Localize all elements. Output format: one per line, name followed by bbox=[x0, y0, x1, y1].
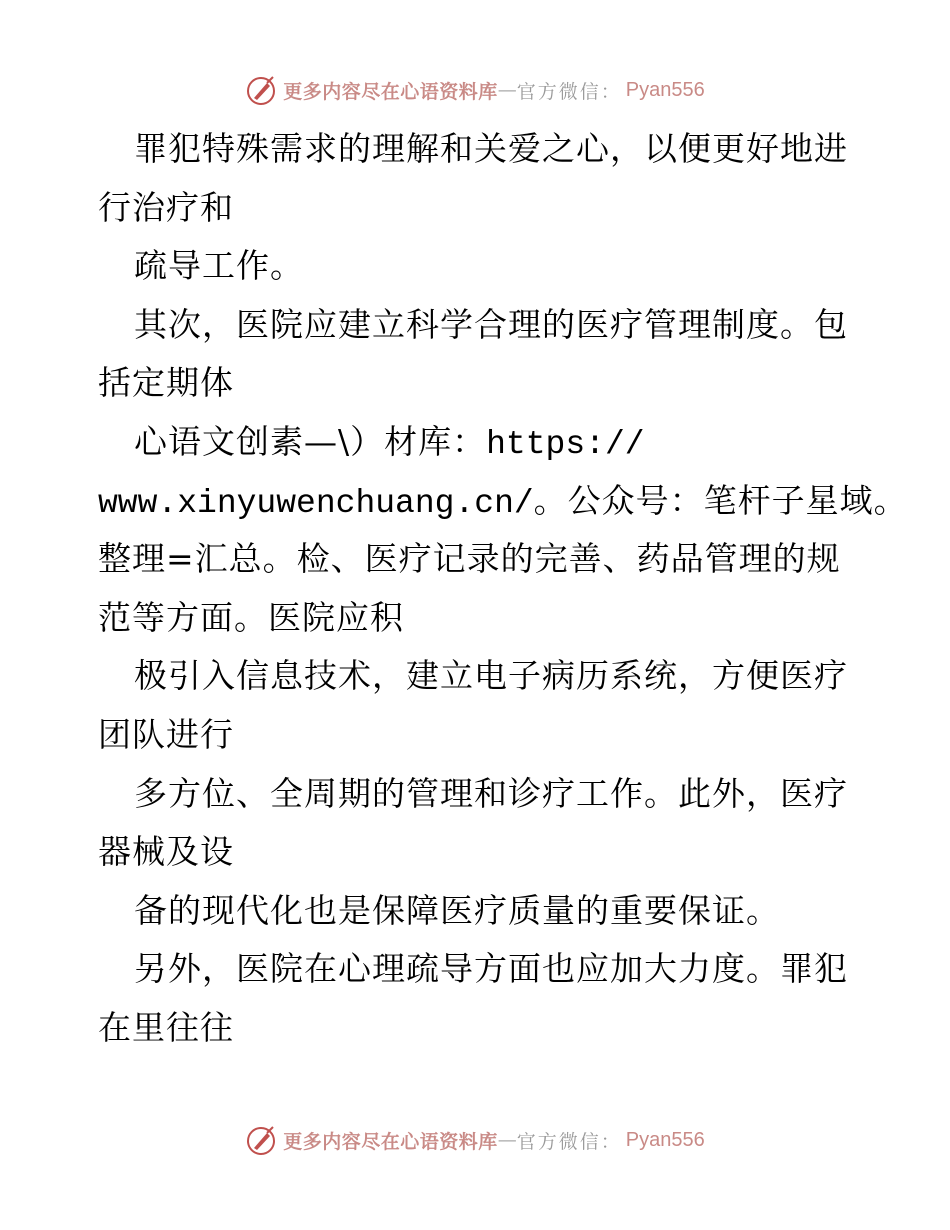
quill-logo-icon bbox=[245, 1124, 277, 1156]
text-line: 括定期体 bbox=[98, 363, 234, 403]
text-line: 极引入信息技术，建立电子病历系统，方便医疗 bbox=[134, 656, 848, 696]
text-line: 行治疗和 bbox=[98, 187, 234, 227]
text-line: 器械及设 bbox=[98, 832, 234, 872]
footer-banner bbox=[0, 1120, 950, 1160]
footer-banner-wechat-id: Pyan556 bbox=[625, 1128, 705, 1151]
footer-banner-separator: — bbox=[497, 1129, 517, 1151]
text-line: 备的现代化也是保障医疗质量的重要保证。 bbox=[134, 890, 780, 930]
url-prefix: https:// bbox=[486, 425, 645, 463]
body-text bbox=[98, 120, 908, 1058]
text-line: 疏导工作。 bbox=[134, 246, 304, 286]
text-line-segment: 。公众号：笔杆子星域。 bbox=[533, 480, 908, 520]
header-banner-wechat-label: 官方微信： bbox=[516, 80, 622, 103]
text-line bbox=[98, 413, 878, 472]
text-line bbox=[98, 472, 908, 531]
text-line: 多方位、全周期的管理和诊疗工作。此外，医疗 bbox=[134, 773, 848, 813]
footer-banner-wechat-label: 官方微信： bbox=[516, 1130, 622, 1153]
text-line-segment: 心语文创素—\）材库： bbox=[134, 421, 487, 461]
header-banner-text: 更多内容尽在心语资料库 bbox=[283, 80, 498, 103]
text-line: 整理=汇总。检、医疗记录的完善、药品管理的规 bbox=[98, 539, 841, 579]
text-line: 在里往往 bbox=[98, 1007, 234, 1047]
text-line: 另外，医院在心理疏导方面也应加大力度。罪犯 bbox=[134, 949, 848, 989]
text-line: 其次，医院应建立科学合理的医疗管理制度。包 bbox=[134, 304, 848, 344]
url-link: www.xinyuwenchuang.cn/ bbox=[98, 484, 534, 522]
header-banner bbox=[0, 70, 950, 110]
text-line: 团队进行 bbox=[98, 714, 234, 754]
text-line: 罪犯特殊需求的理解和关爱之心，以便更好地进 bbox=[134, 129, 848, 168]
footer-banner-text: 更多内容尽在心语资料库 bbox=[283, 1130, 498, 1153]
quill-logo-icon bbox=[245, 74, 277, 106]
header-banner-wechat-id: Pyan556 bbox=[625, 78, 705, 101]
header-banner-separator: — bbox=[497, 79, 517, 101]
text-line: 范等方面。医院应积 bbox=[98, 597, 404, 637]
